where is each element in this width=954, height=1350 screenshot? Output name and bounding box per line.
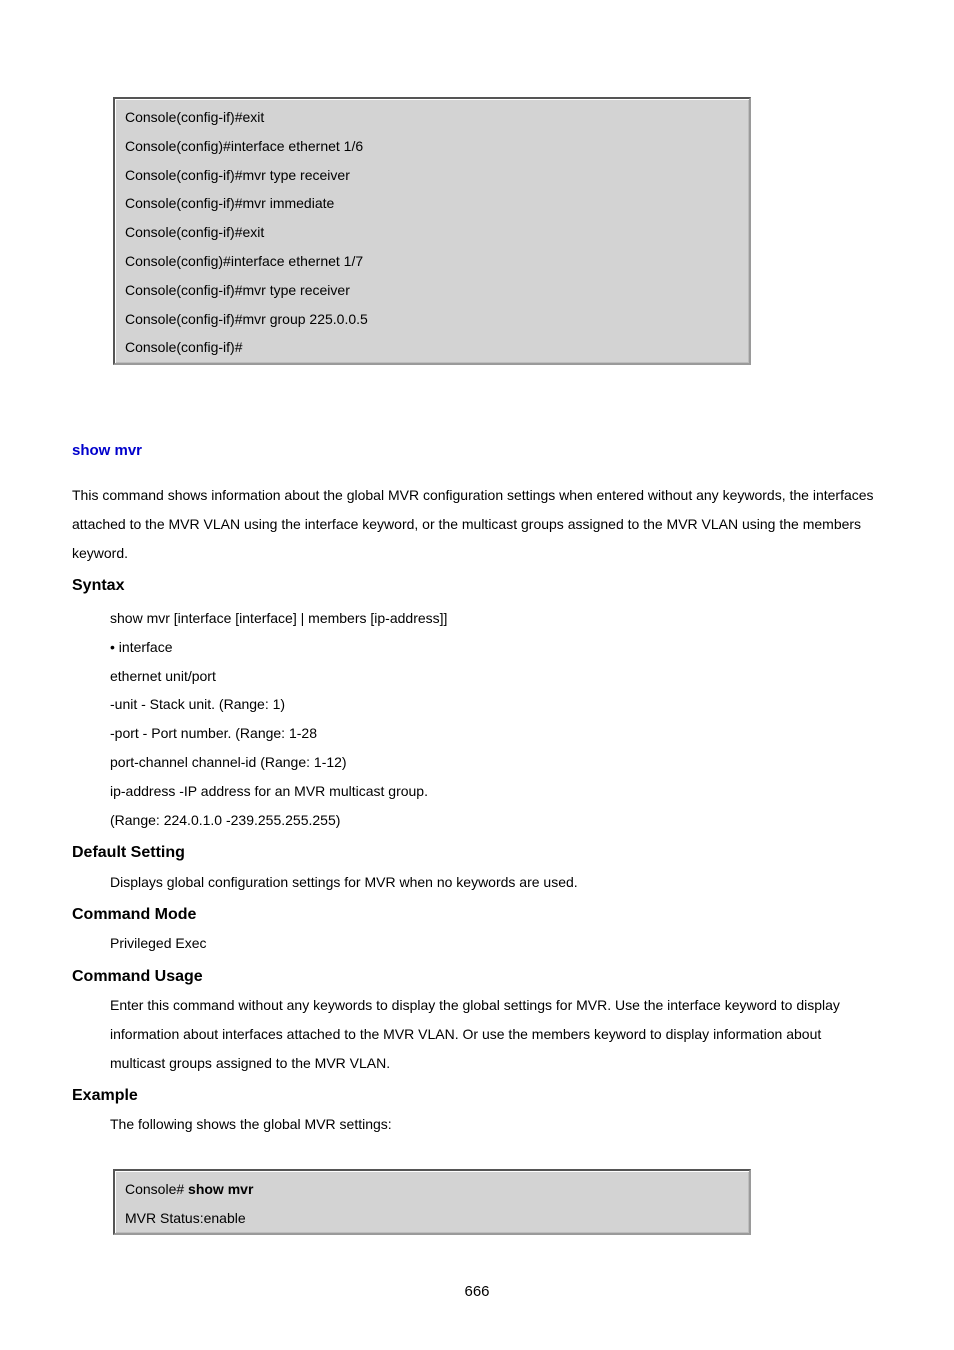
default-setting-text: Displays global configuration settings for MVR when no keywords are used. [110, 874, 578, 890]
console-line: Console(config-if)#mvr group 225.0.0.5 [125, 310, 368, 327]
command-usage-text: Enter this command without any keywords to display the global settings for MVR. Use the interface keyword to display information about interfaces attached to the MVR VLAN. Or use the members keyword to display information about multicast groups assigned to the MVR VLAN. [110, 997, 840, 1071]
console-prompt: Console# [125, 1181, 189, 1197]
console-line: Console(config-if)#exit [125, 224, 265, 241]
syntax-line: port-channel channel-id (Range: 1-12) [110, 753, 347, 770]
page-number: 666 [464, 1283, 490, 1300]
console-example-bottom [113, 1169, 751, 1235]
console-example-top [113, 97, 751, 365]
console-line: Console(config-if)# [125, 339, 243, 356]
console-line: Console(config)#interface ethernet 1/6 [125, 137, 364, 154]
example-text: The following shows the global MVR settings: [110, 1116, 392, 1132]
console-line: Console(config)#interface ethernet 1/7 [125, 252, 364, 269]
syntax-line: ethernet unit/port [110, 667, 216, 684]
console-line: Console(config-if)#mvr type receiver [125, 281, 350, 298]
syntax-heading: Syntax [72, 577, 125, 594]
syntax-line: -port - Port number. (Range: 1-28 [110, 725, 317, 742]
command-usage-heading: Command Usage [72, 968, 203, 985]
syntax-line: • interface [110, 638, 173, 655]
syntax-line: -unit - Stack unit. (Range: 1) [110, 696, 286, 713]
syntax-line: show mvr [interface [interface] | members [ip-address]] [110, 610, 448, 626]
syntax-list [110, 604, 880, 834]
default-setting-heading: Default Setting [72, 844, 185, 861]
console-output: MVR Status:enable [125, 1209, 246, 1226]
syntax-line: (Range: 224.0.1.0 -239.255.255.255) [110, 811, 341, 828]
example-heading: Example [72, 1087, 138, 1104]
console-line [125, 1175, 739, 1204]
console-line: Console(config-if)#mvr type receiver [125, 166, 350, 183]
syntax-line: ip-address -IP address for an MVR multicast group. [110, 782, 428, 799]
command-title: show mvr [72, 442, 143, 459]
console-command: show mvr [188, 1181, 254, 1197]
command-mode-text: Privileged Exec [110, 935, 207, 951]
console-line: Console(config-if)#exit [125, 109, 265, 125]
command-mode-heading: Command Mode [72, 906, 197, 923]
command-description: This command shows information about the global MVR configuration settings when entered without any keywords, the interfaces attached to the MVR VLAN using the interface keyword, or the multicast groups assigned to the MVR VLAN using the members keyword. [72, 487, 874, 561]
console-line: Console(config-if)#mvr immediate [125, 195, 335, 212]
